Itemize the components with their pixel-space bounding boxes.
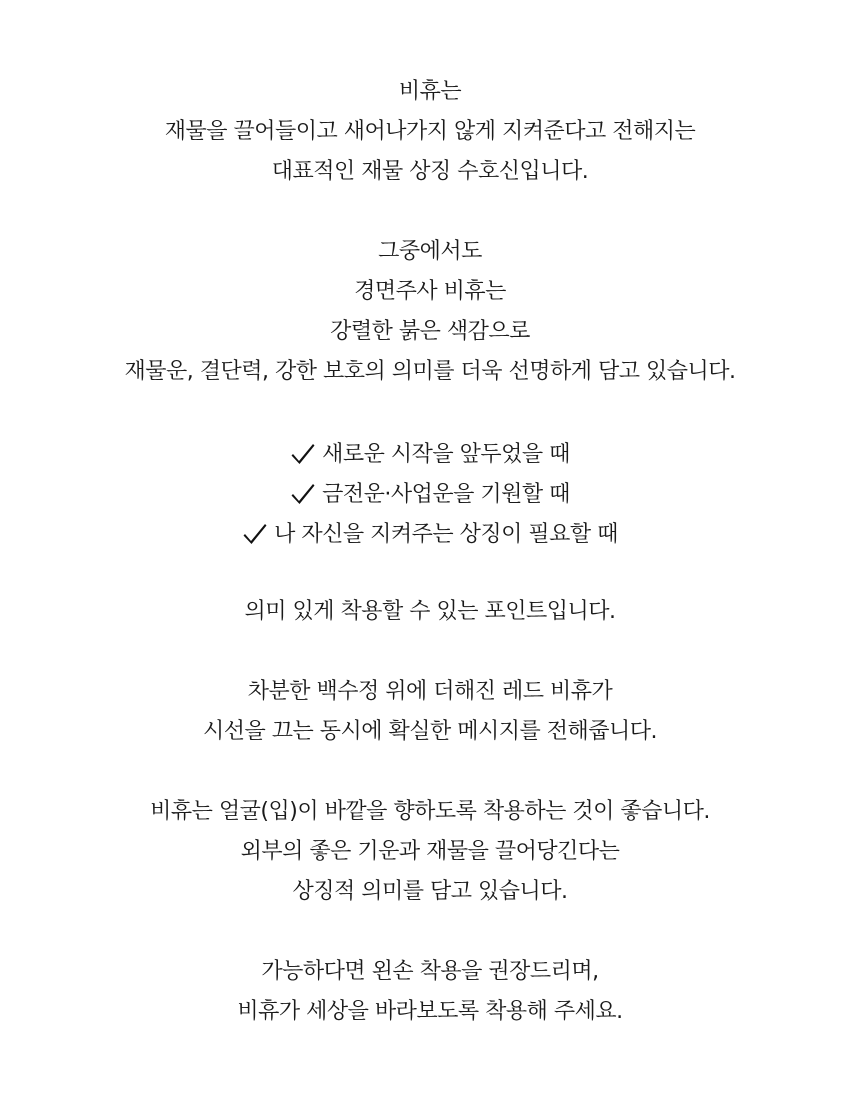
checklist-item-label: 금전운·사업운을 기원할 때 (322, 481, 570, 507)
checkmark-icon (290, 440, 316, 466)
checklist-item (0, 512, 860, 552)
checkmark-icon (290, 480, 316, 506)
text-line: 그중에서도 (378, 239, 482, 264)
gyeongmyeon-paragraph (0, 232, 860, 392)
text-line: 비휴는 얼굴(입)이 바깥을 향하도록 착용하는 것이 좋습니다. (150, 799, 710, 824)
intro-paragraph (0, 72, 860, 192)
checklist-item-label: 나 자신을 지켜주는 상징이 필요할 때 (274, 521, 618, 547)
text-line: 비휴는 (398, 79, 462, 104)
text-line: 외부의 좋은 기운과 재물을 끌어당긴다는 (240, 839, 620, 864)
text-line: 경면주사 비휴는 (354, 279, 506, 304)
checklist (0, 432, 860, 552)
text-line: 강렬한 붉은 색감으로 (330, 319, 530, 344)
checklist-item (0, 432, 860, 472)
text-line: 대표적인 재물 상징 수호신입니다. (271, 159, 589, 184)
text-line: 차분한 백수정 위에 더해진 레드 비휴가 (247, 679, 613, 704)
product-description (0, 72, 860, 1072)
text-line: 비휴가 세상을 바라보도록 착용해 주세요. (237, 999, 623, 1024)
text-line: 상징적 의미를 담고 있습니다. (292, 879, 568, 904)
point-paragraph (0, 592, 860, 632)
checklist-item (0, 472, 860, 512)
checklist-item-label: 새로운 시작을 앞두었을 때 (322, 441, 570, 467)
checkmark-icon (242, 520, 268, 546)
recommendation-paragraph (0, 952, 860, 1032)
design-paragraph (0, 672, 860, 752)
text-line: 가능하다면 왼손 착용을 권장드리며, (261, 959, 599, 984)
text-line: 시선을 끄는 동시에 확실한 메시지를 전해줍니다. (202, 719, 657, 744)
direction-paragraph (0, 792, 860, 912)
text-line: 의미 있게 착용할 수 있는 포인트입니다. (244, 599, 616, 624)
text-line: 재물운, 결단력, 강한 보호의 의미를 더욱 선명하게 담고 있습니다. (124, 359, 736, 384)
text-line: 재물을 끌어들이고 새어나가지 않게 지켜준다고 전해지는 (164, 119, 696, 144)
